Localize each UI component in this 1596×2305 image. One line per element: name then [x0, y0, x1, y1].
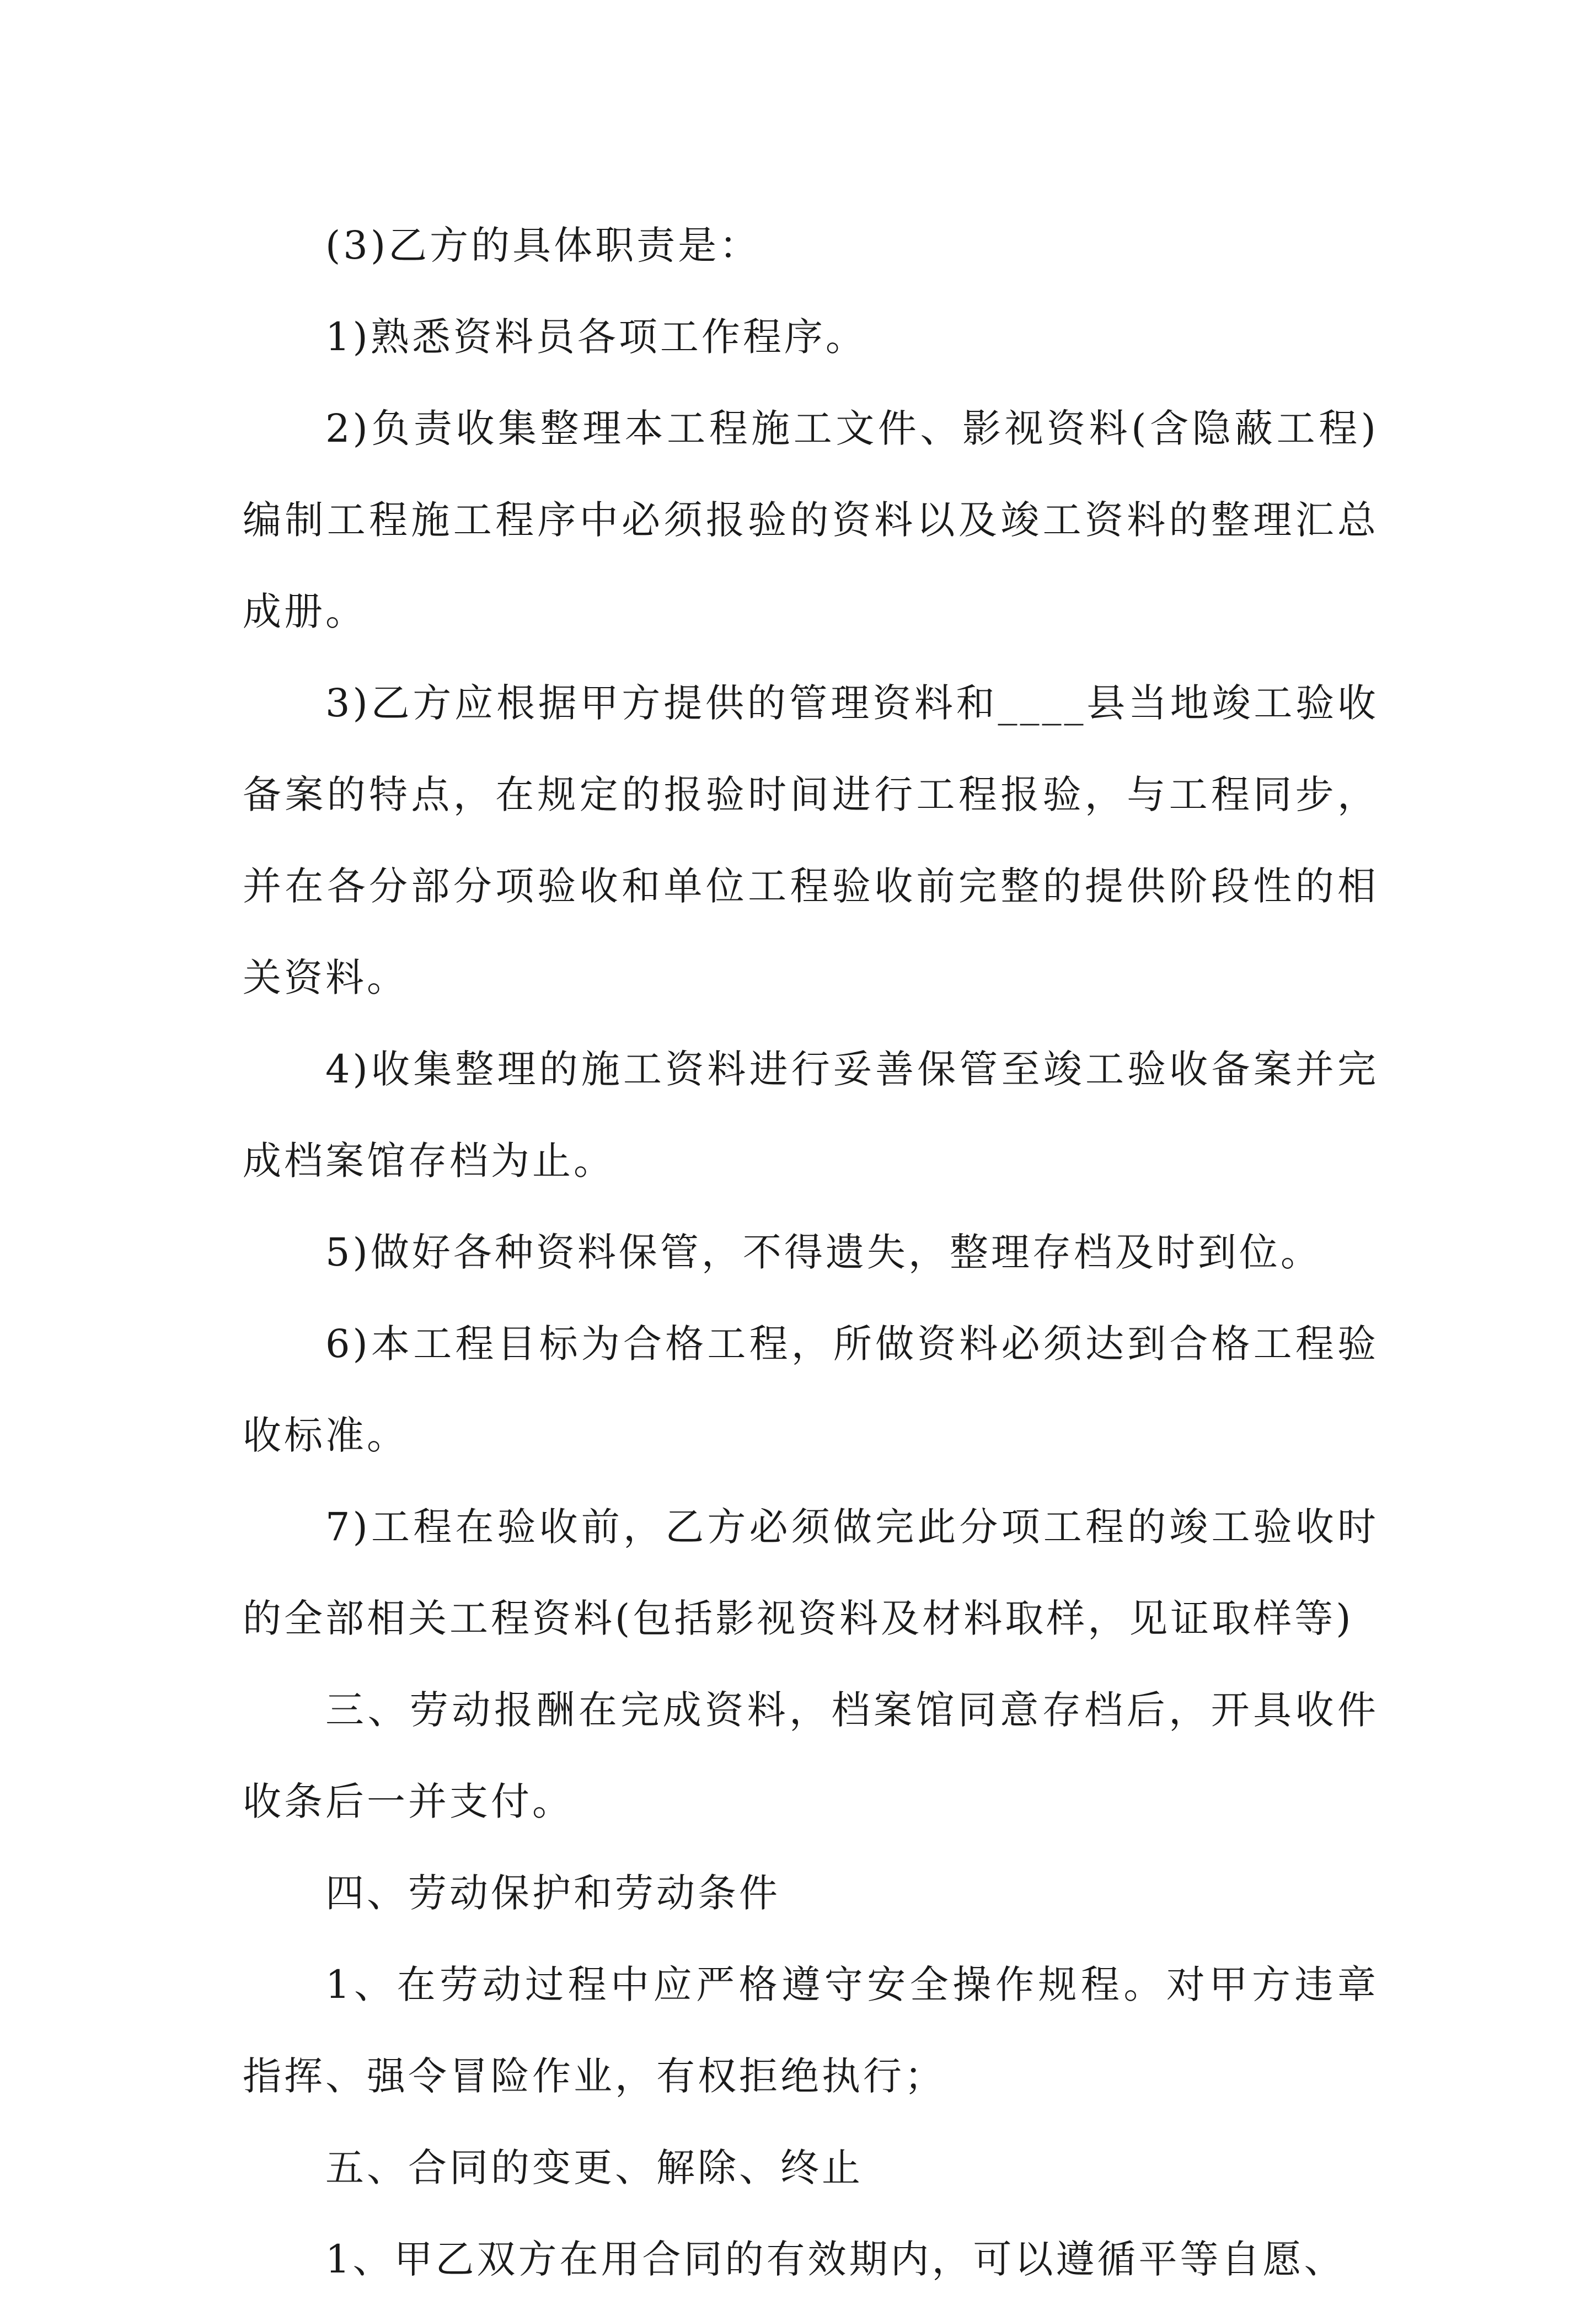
document-body [243, 200, 1379, 2305]
paragraph-item-4: 4)收集整理的施工资料进行妥善保管至竣工验收备案并完成档案馆存档为止。 [243, 1047, 1379, 1183]
paragraph-item-6: 6)本工程目标为合格工程，所做资料必须达到合格工程验收标准。 [243, 1321, 1379, 1458]
paragraph-section-5-item-1: 1、甲乙双方在用合同的有效期内，可以遵循平等自愿、 [325, 2237, 1346, 2282]
paragraph-item-5: 5)做好各种资料保管，不得遗失，整理存档及时到位。 [325, 1230, 1322, 1275]
paragraph-item-7: 7)工程在验收前，乙方必须做完此分项工程的竣工验收时的全部相关工程资料(包括影视资料及材料取样，见证取样等) [243, 1504, 1379, 1641]
paragraph-section-4-heading: 四、劳动保护和劳动条件 [325, 1870, 780, 1916]
paragraph-item-1: 1)熟悉资料员各项工作程序。 [325, 314, 867, 360]
paragraph-item-3: 3)乙方应根据甲方提供的管理资料和____县当地竣工验收备案的特点，在规定的报验时间进行工程报验，与工程同步，并在各分部分项验收和单位工程验收前完整的提供阶段性的相关资料。 [243, 680, 1379, 1000]
paragraph-section-5-heading: 五、合同的变更、解除、终止 [325, 2145, 863, 2190]
paragraph-section-3: 三、劳动报酬在完成资料，档案馆同意存档后，开具收件收条后一并支付。 [243, 1687, 1379, 1824]
paragraph-duties-heading: (3)乙方的具体职责是： [325, 223, 761, 268]
paragraph-item-2: 2)负责收集整理本工程施工文件、影视资料(含隐蔽工程)编制工程施工程序中必须报验的资料以及竣工资料的整理汇总成册。 [243, 406, 1379, 634]
paragraph-section-4-item-1: 1、在劳动过程中应严格遵守安全操作规程。对甲方违章指挥、强令冒险作业，有权拒绝执行； [243, 1962, 1379, 2099]
